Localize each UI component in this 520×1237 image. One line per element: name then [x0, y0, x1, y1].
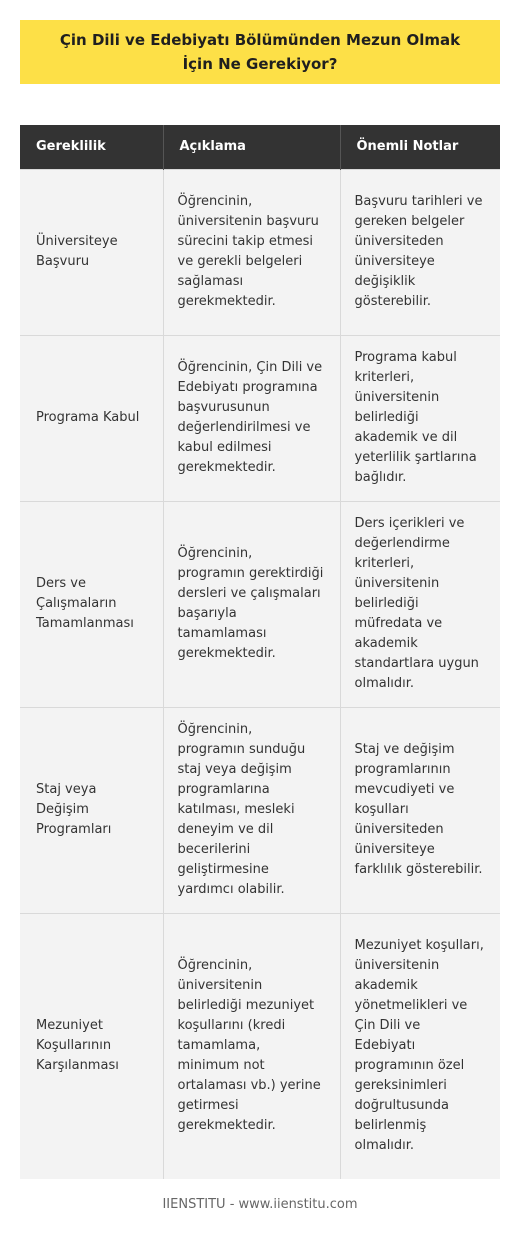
footer-credit: IIENSTITU - www.iienstitu.com	[162, 1197, 358, 1212]
table-row	[20, 169, 500, 335]
cell-notes: Ders içerikleri ve değerlendirme kriterleri, üniversitenin belirlediği müfredata ve akademik standartlara uygun olmalıdır.	[340, 501, 500, 707]
cell-requirement: Mezuniyet Koşullarının Karşılanması	[20, 913, 163, 1179]
title-banner	[20, 20, 500, 84]
table-row	[20, 913, 500, 1179]
table-row	[20, 707, 500, 913]
requirements-table-container	[20, 125, 500, 1179]
header-requirement: Gereklilik	[20, 125, 163, 169]
cell-notes: Staj ve değişim programlarının mevcudiyeti ve koşulları üniversiteden üniversiteye farklılık gösterebilir.	[340, 707, 500, 913]
cell-requirement: Ders ve Çalışmaların Tamamlanması	[20, 501, 163, 707]
cell-description: Öğrencinin, programın gerektirdiği dersleri ve çalışmaları başarıyla tamamlaması gerekmektedir.	[163, 501, 340, 707]
header-description: Açıklama	[163, 125, 340, 169]
table-body	[20, 169, 500, 1179]
cell-description: Öğrencinin, Çin Dili ve Edebiyatı programına başvurusunun değerlendirilmesi ve kabul edilmesi gerekmektedir.	[163, 335, 340, 501]
cell-description: Öğrencinin, üniversitenin belirlediği mezuniyet koşullarını (kredi tamamlama, minimum not ortalaması vb.) yerine getirmesi gerekmektedir.	[163, 913, 340, 1179]
cell-requirement: Staj veya Değişim Programları	[20, 707, 163, 913]
table-header	[20, 125, 500, 169]
requirements-table	[20, 125, 500, 1179]
cell-notes: Programa kabul kriterleri, üniversitenin belirlediği akademik ve dil yeterlilik şartlarına bağlıdır.	[340, 335, 500, 501]
cell-notes: Başvuru tarihleri ve gereken belgeler üniversiteden üniversiteye değişiklik gösterebilir.	[340, 169, 500, 335]
header-row	[20, 125, 500, 169]
table-row	[20, 335, 500, 501]
cell-requirement: Üniversiteye Başvuru	[20, 169, 163, 335]
header-notes: Önemli Notlar	[340, 125, 500, 169]
cell-requirement: Programa Kabul	[20, 335, 163, 501]
cell-description: Öğrencinin, üniversitenin başvuru sürecini takip etmesi ve gerekli belgeleri sağlaması gerekmektedir.	[163, 169, 340, 335]
cell-description: Öğrencinin, programın sunduğu staj veya değişim programlarına katılması, mesleki deneyim ve dil becerilerini geliştirmesine yardımcı olabilir.	[163, 707, 340, 913]
table-row	[20, 501, 500, 707]
page-title: Çin Dili ve Edebiyatı Bölümünden Mezun Olmak İçin Ne Gerekiyor?	[59, 31, 461, 73]
cell-notes: Mezuniyet koşulları, üniversitenin akademik yönetmelikleri ve Çin Dili ve Edebiyatı programının özel gereksinimleri doğrultusunda belirlenmiş olmalıdır.	[340, 913, 500, 1179]
